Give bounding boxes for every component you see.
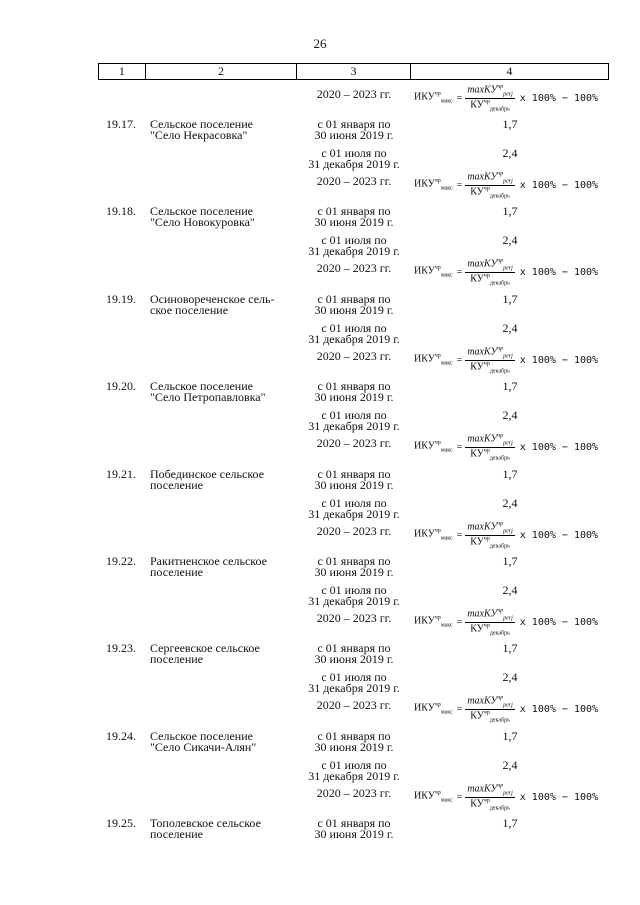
formula-lhs-main: ИКУ <box>414 91 435 103</box>
formula-num-sub: реrj <box>503 265 513 272</box>
formula-num-main: maxКУ <box>467 521 498 533</box>
formula-den-sub: декабрь <box>489 716 510 723</box>
period-h1-line-1: с 01 января по <box>317 816 391 830</box>
period-h1-line-1: с 01 января по <box>317 292 391 306</box>
formula-den-main: КУ <box>470 447 484 459</box>
formula-lhs <box>414 528 453 541</box>
row-name-line-2: "Село Петропавловка" <box>150 390 266 404</box>
formula-tail: x 100% − 100% <box>519 266 599 278</box>
period-h2-line-2: 31 декабря 2019 г. <box>308 769 400 783</box>
formula-num-sup: чр <box>497 521 504 528</box>
value-h1: 1,7 <box>502 554 518 568</box>
formula-numerator <box>465 84 514 98</box>
header-col-2: 2 <box>146 64 297 79</box>
row-name-line-1: Сельское поселение <box>150 729 253 743</box>
formula-lhs <box>414 702 453 715</box>
formula-num-main: maxКУ <box>467 258 498 270</box>
row-number: 19.17. <box>106 117 136 131</box>
formula-lhs <box>414 178 453 191</box>
formula-num-main: maxКУ <box>467 695 498 707</box>
formula-lhs <box>414 790 453 803</box>
row-name-line-1: Побединское сельское <box>150 467 265 481</box>
period-2020-2023: 2020 – 2023 гг. <box>316 611 392 625</box>
formula-lhs-sub: макс <box>440 535 453 542</box>
formula-lhs-sub: макс <box>440 185 453 192</box>
period-h1-line-1: с 01 января по <box>317 554 391 568</box>
formula-den-main: КУ <box>470 185 484 197</box>
formula-num-main: maxКУ <box>467 783 498 795</box>
period-h2-line-2: 31 декабря 2019 г. <box>308 681 400 695</box>
row-name-line-2: ское поселение <box>150 303 229 317</box>
formula-den-sub: декабрь <box>489 192 510 199</box>
row-name-line-1: Сельское поселение <box>150 117 253 131</box>
formula-lhs-main: ИКУ <box>414 178 435 190</box>
formula-lhs-sup: чр <box>434 440 441 447</box>
header-col-3: 3 <box>297 64 411 79</box>
formula-num-main: maxКУ <box>467 346 498 358</box>
formula-lhs <box>414 615 453 628</box>
formula-fraction <box>465 171 514 199</box>
formula <box>414 84 598 112</box>
period-h1-line-2: 30 июня 2019 г. <box>314 215 394 229</box>
formula-den-main: КУ <box>470 797 484 809</box>
formula-lhs-sup: чр <box>434 91 441 98</box>
formula <box>414 608 598 636</box>
formula-tail: x 100% − 100% <box>519 703 599 715</box>
formula-den-sub: декабрь <box>489 454 510 461</box>
formula-lhs <box>414 353 453 366</box>
period-h1-line-1: с 01 января по <box>317 641 391 655</box>
formula <box>414 521 598 549</box>
formula-lhs-sup: чр <box>434 615 441 622</box>
formula-den-sup: чр <box>483 360 490 367</box>
period-h2-line-2: 31 декабря 2019 г. <box>308 507 400 521</box>
formula-den-sup: чр <box>483 797 490 804</box>
formula-denominator <box>468 99 512 112</box>
formula-num-sub: реrj <box>503 702 513 709</box>
formula-den-main: КУ <box>470 98 484 110</box>
value-h1: 1,7 <box>502 117 518 131</box>
row-number: 19.21. <box>106 467 136 481</box>
formula-lhs-sup: чр <box>434 528 441 535</box>
period-h2-line-1: с 01 июля по <box>321 583 387 597</box>
value-h1: 1,7 <box>502 379 518 393</box>
formula-denominator <box>468 798 512 811</box>
formula-num-sub: реrj <box>503 440 513 447</box>
formula-den-sup: чр <box>483 622 490 629</box>
row-name-line-1: Осиновореченское сель- <box>150 292 275 306</box>
formula-lhs-sup: чр <box>434 353 441 360</box>
row-name-line-2: поселение <box>150 827 204 841</box>
formula-lhs <box>414 265 453 278</box>
formula-numerator <box>465 346 514 360</box>
period-h1-line-1: с 01 января по <box>317 467 391 481</box>
formula-den-sub: декабрь <box>489 279 510 286</box>
row-name-line-1: Тополевское сельское <box>150 816 261 830</box>
period-h1-line-2: 30 июня 2019 г. <box>314 478 394 492</box>
formula-equals: = <box>456 92 463 104</box>
period-2020-2023: 2020 – 2023 гг. <box>316 174 392 188</box>
row-name-line-2: "Село Сикачи-Алян" <box>150 740 257 754</box>
formula-equals: = <box>456 703 463 715</box>
row-number: 19.18. <box>106 204 136 218</box>
row-number: 19.19. <box>106 292 136 306</box>
formula-den-main: КУ <box>470 360 484 372</box>
period-h1-line-1: с 01 января по <box>317 729 391 743</box>
formula-numerator <box>465 258 514 272</box>
period-h2-line-2: 31 декабря 2019 г. <box>308 244 400 258</box>
formula-den-sup: чр <box>483 535 490 542</box>
period-h2-line-1: с 01 июля по <box>321 496 387 510</box>
formula-fraction <box>465 433 514 461</box>
period-2020-2023: 2020 – 2023 гг. <box>316 524 392 538</box>
formula-denominator <box>468 710 512 723</box>
period-h1-line-1: с 01 января по <box>317 379 391 393</box>
row-name-line-2: поселение <box>150 652 204 666</box>
value-h2: 2,4 <box>502 758 518 772</box>
formula-den-sup: чр <box>483 709 490 716</box>
formula-den-sub: декабрь <box>489 105 510 112</box>
formula-den-main: КУ <box>470 709 484 721</box>
formula-lhs-sub: макс <box>440 272 453 279</box>
formula-num-sup: чр <box>497 433 504 440</box>
formula-equals: = <box>456 616 463 628</box>
formula-equals: = <box>456 266 463 278</box>
formula <box>414 171 598 199</box>
formula-tail: x 100% − 100% <box>519 179 599 191</box>
period-h1-line-1: с 01 января по <box>317 204 391 218</box>
formula-numerator <box>465 521 514 535</box>
value-h2: 2,4 <box>502 583 518 597</box>
row-number: 19.24. <box>106 729 136 743</box>
row-name-line-1: Ракитненское сельское <box>150 554 267 568</box>
formula-den-sup: чр <box>483 447 490 454</box>
formula-num-sub: реrj <box>503 790 513 797</box>
formula-num-sub: реrj <box>503 178 513 185</box>
formula-equals: = <box>456 354 463 366</box>
row-number: 19.25. <box>106 816 136 830</box>
period-h1-line-2: 30 июня 2019 г. <box>314 652 394 666</box>
formula-lhs-main: ИКУ <box>414 265 435 277</box>
value-h2: 2,4 <box>502 408 518 422</box>
formula-lhs-sub: макс <box>440 622 453 629</box>
formula-den-sub: декабрь <box>489 542 510 549</box>
formula-den-sub: декабрь <box>489 629 510 636</box>
value-h2: 2,4 <box>502 496 518 510</box>
formula <box>414 346 598 374</box>
period-h1-line-2: 30 июня 2019 г. <box>314 128 394 142</box>
value-h1: 1,7 <box>502 641 518 655</box>
value-h1: 1,7 <box>502 292 518 306</box>
formula-tail: x 100% − 100% <box>519 791 599 803</box>
formula-num-main: maxКУ <box>467 171 498 183</box>
period-h1-line-2: 30 июня 2019 г. <box>314 827 394 841</box>
formula-tail: x 100% − 100% <box>519 616 599 628</box>
formula-den-sup: чр <box>483 272 490 279</box>
formula-fraction <box>465 608 514 636</box>
formula-den-main: КУ <box>470 272 484 284</box>
formula-numerator <box>465 783 514 797</box>
formula <box>414 433 598 461</box>
formula-denominator <box>468 448 512 461</box>
formula-num-sup: чр <box>497 258 504 265</box>
formula-equals: = <box>456 179 463 191</box>
period-2020-2023: 2020 – 2023 гг. <box>316 349 392 363</box>
period-2020-2023: 2020 – 2023 гг. <box>316 436 392 450</box>
value-h1: 1,7 <box>502 467 518 481</box>
formula-lhs-sub: макс <box>440 709 453 716</box>
header-col-4: 4 <box>506 64 513 78</box>
period-h2-line-2: 31 декабря 2019 г. <box>308 419 400 433</box>
formula-num-sub: реrj <box>503 353 513 360</box>
formula-den-sup: чр <box>483 185 490 192</box>
page-number: 26 <box>313 36 327 51</box>
period-h2-line-1: с 01 июля по <box>321 233 387 247</box>
value-h1: 1,7 <box>502 729 518 743</box>
formula-lhs-sup: чр <box>434 702 441 709</box>
period-h2-line-2: 31 декабря 2019 г. <box>308 594 400 608</box>
period-h2-line-1: с 01 июля по <box>321 758 387 772</box>
row-name-line-1: Сергеевское сельское <box>150 641 260 655</box>
formula-den-main: КУ <box>470 622 484 634</box>
period-h2-line-1: с 01 июля по <box>321 146 387 160</box>
formula-denominator <box>468 536 512 549</box>
formula-fraction <box>465 695 514 723</box>
row-name-line-1: Сельское поселение <box>150 379 253 393</box>
formula-lhs-main: ИКУ <box>414 528 435 540</box>
formula-fraction <box>465 258 514 286</box>
formula-numerator <box>465 433 514 447</box>
formula-num-main: maxКУ <box>467 433 498 445</box>
period-2020-2023: 2020 – 2023 гг. <box>316 786 392 800</box>
formula-tail: x 100% − 100% <box>519 529 599 541</box>
formula-tail: x 100% − 100% <box>519 354 599 366</box>
period-h2-line-1: с 01 июля по <box>321 321 387 335</box>
formula-numerator <box>465 171 514 185</box>
formula-equals: = <box>456 441 463 453</box>
formula-tail: x 100% − 100% <box>519 92 599 104</box>
formula-equals: = <box>456 529 463 541</box>
formula-numerator <box>465 695 514 709</box>
period-h2-line-1: с 01 июля по <box>321 408 387 422</box>
period-2020-2023: 2020 – 2023 гг. <box>316 698 392 712</box>
formula-fraction <box>465 84 514 112</box>
formula-lhs-sup: чр <box>434 265 441 272</box>
formula-numerator <box>465 608 514 622</box>
formula-lhs-sup: чр <box>434 178 441 185</box>
formula-num-sup: чр <box>497 695 504 702</box>
period-2020-2023: 2020 – 2023 гг. <box>316 261 392 275</box>
row-name-line-2: поселение <box>150 565 204 579</box>
value-h2: 2,4 <box>502 146 518 160</box>
period-h2-line-1: с 01 июля по <box>321 670 387 684</box>
formula <box>414 258 598 286</box>
header-col-1: 1 <box>99 64 146 79</box>
formula <box>414 695 598 723</box>
row-name-line-2: поселение <box>150 478 204 492</box>
formula-num-sup: чр <box>497 783 504 790</box>
formula-denominator <box>468 273 512 286</box>
period-h2-line-2: 31 декабря 2019 г. <box>308 332 400 346</box>
table-header <box>98 63 609 80</box>
formula-lhs-sub: макс <box>440 98 453 105</box>
formula-den-sub: декабрь <box>489 804 510 811</box>
formula-lhs <box>414 91 453 104</box>
row-name-line-1: Сельское поселение <box>150 204 253 218</box>
formula-lhs-sup: чр <box>434 790 441 797</box>
formula-fraction <box>465 521 514 549</box>
period-h1-line-2: 30 июня 2019 г. <box>314 740 394 754</box>
period-2020-2023: 2020 – 2023 гг. <box>316 87 392 101</box>
period-h2-line-2: 31 декабря 2019 г. <box>308 157 400 171</box>
formula-denominator <box>468 361 512 374</box>
value-h2: 2,4 <box>502 670 518 684</box>
formula-lhs-main: ИКУ <box>414 440 435 452</box>
formula-den-sup: чр <box>483 98 490 105</box>
period-h1-line-2: 30 июня 2019 г. <box>314 565 394 579</box>
formula-lhs-main: ИКУ <box>414 790 435 802</box>
formula-den-sub: декабрь <box>489 367 510 374</box>
formula-fraction <box>465 346 514 374</box>
formula-fraction <box>465 783 514 811</box>
formula-lhs <box>414 440 453 453</box>
row-number: 19.22. <box>106 554 136 568</box>
value-h1: 1,7 <box>502 816 518 830</box>
period-h1-line-2: 30 июня 2019 г. <box>314 303 394 317</box>
row-name-line-2: "Село Некрасовка" <box>150 128 248 142</box>
formula-num-sup: чр <box>497 171 504 178</box>
formula-lhs-main: ИКУ <box>414 702 435 714</box>
formula-denominator <box>468 186 512 199</box>
formula-tail: x 100% − 100% <box>519 441 599 453</box>
formula-den-main: КУ <box>470 535 484 547</box>
period-h1-line-2: 30 июня 2019 г. <box>314 390 394 404</box>
formula-denominator <box>468 623 512 636</box>
formula-num-sup: чр <box>497 608 504 615</box>
formula-num-sub: реrj <box>503 91 513 98</box>
formula-lhs-sub: макс <box>440 447 453 454</box>
formula-lhs-main: ИКУ <box>414 353 435 365</box>
formula-num-sup: чр <box>497 84 504 91</box>
row-number: 19.23. <box>106 641 136 655</box>
formula-num-sub: реrj <box>503 528 513 535</box>
row-number: 19.20. <box>106 379 136 393</box>
formula-num-main: maxКУ <box>467 84 498 96</box>
formula-num-main: maxКУ <box>467 608 498 620</box>
formula-lhs-sub: макс <box>440 797 453 804</box>
period-h1-line-1: с 01 января по <box>317 117 391 131</box>
formula-equals: = <box>456 791 463 803</box>
formula <box>414 783 598 811</box>
row-name-line-2: "Село Новокуровка" <box>150 215 255 229</box>
value-h2: 2,4 <box>502 233 518 247</box>
formula-num-sub: реrj <box>503 615 513 622</box>
value-h2: 2,4 <box>502 321 518 335</box>
formula-lhs-sub: макс <box>440 360 453 367</box>
formula-num-sup: чр <box>497 346 504 353</box>
formula-lhs-main: ИКУ <box>414 615 435 627</box>
value-h1: 1,7 <box>502 204 518 218</box>
